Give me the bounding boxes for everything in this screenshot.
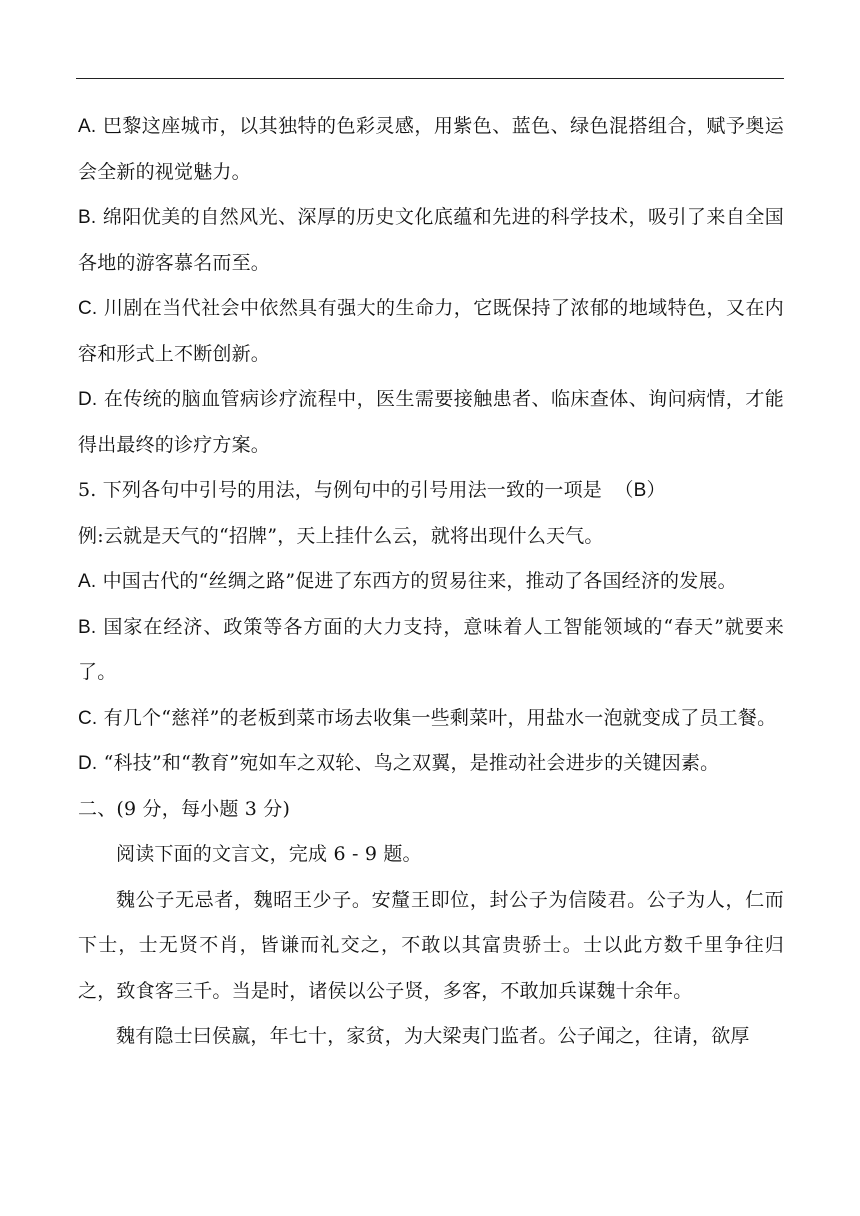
- q4-option-b: [78, 195, 784, 286]
- section-heading: 二、(9 分，每小题 3 分): [78, 797, 291, 820]
- question-5-example: 例:云就是天气的“招牌”，天上挂什么云，就将出现什么天气。: [78, 524, 604, 547]
- option-text: 川剧在当代社会中依然具有强大的生命力，它既保持了浓郁的地域特色，又在内容和形式上不断创新。: [78, 297, 784, 365]
- q5-option-c: [78, 696, 784, 742]
- option-label: C.: [78, 707, 98, 729]
- passage-paragraph: 魏有隐士曰侯嬴，年七十，家贫，为大梁夷门监者。公子闻之，往请，欲厚: [116, 1025, 750, 1047]
- answer-marker: （B）: [614, 480, 666, 501]
- reading-instruction: 阅读下面的文言文，完成 6 - 9 题。: [116, 843, 422, 865]
- question-5-stem: [78, 468, 784, 514]
- option-label: C.: [78, 298, 98, 319]
- q4-option-c: [78, 286, 784, 377]
- question-text: 5. 下列各句中引号的用法，与例句中的引号用法一致的一项是: [78, 479, 602, 501]
- q5-option-a: [78, 559, 784, 605]
- option-label: B.: [78, 207, 97, 228]
- document-body: [78, 104, 784, 1060]
- option-text: “科技”和“教育”宛如车之双轮、鸟之双翼，是推动社会进步的关键因素。: [103, 752, 720, 774]
- option-label: D.: [78, 389, 98, 410]
- option-text: 在传统的脑血管病诊疗流程中，医生需要接触患者、临床查体、询问病情，才能得出最终的诊疗方案。: [78, 388, 784, 456]
- option-label: A.: [78, 571, 97, 592]
- header-rule: [76, 78, 784, 79]
- q5-option-b: [78, 605, 784, 696]
- option-label: D.: [78, 753, 98, 774]
- passage-paragraph: 魏公子无忌者，魏昭王少子。安釐王即位，封公子为信陵君。公子为人，仁而下士，士无贤不肖，皆谦而礼交之，不敢以其富贵骄士。士以此方数千里争往归之，致食客三千。当是时，诸侯以公子贤，多客，不敢加兵谋魏十余年。: [78, 888, 784, 1002]
- option-text: 绵阳优美的自然风光、深厚的历史文化底蕴和先进的科学技术，吸引了来自全国各地的游客慕名而至。: [78, 206, 784, 274]
- option-label: B.: [78, 616, 97, 638]
- q4-option-a: [78, 104, 784, 195]
- option-text: 国家在经济、政策等各方面的大力支持，意味着人工智能领域的“春天”就要来了。: [78, 615, 784, 683]
- q4-option-d: [78, 377, 784, 468]
- option-text: 有几个“慈祥”的老板到菜市场去收集一些剩菜叶，用盐水一泡就变成了员工餐。: [103, 706, 777, 729]
- option-text: 巴黎这座城市，以其独特的色彩灵感，用紫色、蓝色、绿色混搭组合，赋予奥运会全新的视觉魅力。: [78, 115, 784, 183]
- q5-option-d: [78, 741, 784, 787]
- option-label: A.: [78, 116, 97, 137]
- option-text: 中国古代的“丝绸之路”促进了东西方的贸易往来，推动了各国经济的发展。: [102, 570, 737, 592]
